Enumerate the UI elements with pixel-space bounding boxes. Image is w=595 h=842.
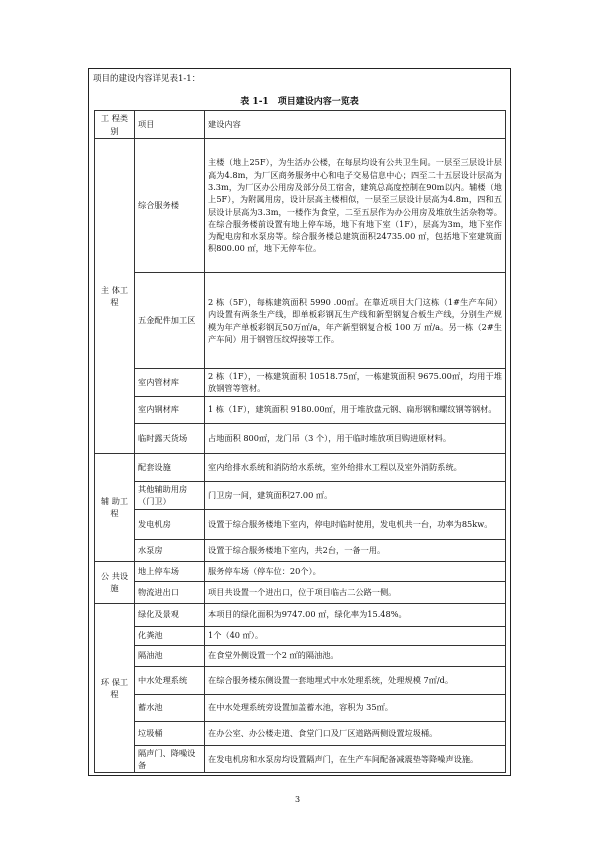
item-cell: 化粪池 [135, 626, 205, 645]
table-row [95, 273, 506, 369]
category-cell: 辅 助工程 [95, 453, 135, 561]
table-row [95, 581, 506, 603]
item-cell: 物流进出口 [135, 581, 205, 603]
table-row [95, 369, 506, 397]
item-cell: 绿化及景观 [135, 603, 205, 626]
item-cell: 隔声门、降噪设备 [135, 745, 205, 773]
category-cell: 环 保工程 [95, 603, 135, 773]
item-cell: 临时露天货场 [135, 423, 205, 453]
item-cell: 水泵房 [135, 539, 205, 561]
header-content: 建设内容 [205, 111, 506, 139]
document-frame [88, 68, 511, 776]
item-cell: 五金配件加工区 [135, 273, 205, 369]
table-row [95, 721, 506, 745]
item-cell: 综合服务楼 [135, 139, 205, 273]
content-cell: 2 栋（1F），一栋建筑面积 10518.75㎡，一栋建筑面积 9675.00㎡，均用于堆放钢管等管材。 [205, 369, 506, 397]
table-row [95, 745, 506, 773]
content-cell: 1 栋（1F），建筑面积 9180.00㎡，用于堆放盘元钢、扁形钢和螺纹钢等钢材。 [205, 396, 506, 423]
item-cell: 垃圾桶 [135, 721, 205, 745]
content-cell: 在综合服务楼东侧设置一套地埋式中水处理系统，处理规模 7㎡/d。 [205, 666, 506, 694]
table-row [95, 603, 506, 626]
content-cell: 在中水处理系统旁设置加盖蓄水池，容积为 35㎡。 [205, 694, 506, 721]
content-cell: 2 栋（5F），每栋建筑面积 5990 .00㎡。在靠近项目大门这栋（1#生产车间）内设置有两条生产线，即单板彩钢瓦生产线和新型钢复合板生产线，分别生产规模为年产单板彩钢瓦50万㎡/a，年产新型钢复合板 100 万 ㎡/a。另一栋（2#生产车间）用于钢管压纹焊接等工作。 [205, 273, 506, 369]
header-item: 项目 [135, 111, 205, 139]
content-cell: 设置于综合服务楼地下室内，共2台，一备一用。 [205, 539, 506, 561]
item-cell: 室内钢材库 [135, 396, 205, 423]
item-cell: 地上停车场 [135, 561, 205, 581]
content-cell: 主楼（地上25F），为生活办公楼，在每层均设有公共卫生间。一层至三层设计层高为4.8m，为厂区商务服务中心和电子交易信息中心；四至二十五层设计层高为3.3m，为厂区办公用房及部分员工宿舍，建筑总高度控制在90m以内。辅楼（地上5F），为附属用房，设计层高主楼相似，一层至三层设计层高为4.8m，四和五层设计层高为3.3m，一楼作为食堂，二至五层作为办公用房及堆放生活杂物等。在综合服务楼前设置有地上停车场，地下有地下室（1F），层高为3m，地下室作为配电房和水泵房等。综合服务楼总建筑面积24735.00 ㎡，包括地下室建筑面积800.00 ㎡，地下无停车位。 [205, 139, 506, 273]
project-content-table [94, 110, 506, 773]
item-cell: 发电机房 [135, 509, 205, 539]
table-header-row [95, 111, 506, 139]
content-cell: 服务停车场（停车位：20个）。 [205, 561, 506, 581]
item-cell: 其他辅助用房（门卫） [135, 481, 205, 509]
table-row [95, 423, 506, 453]
table-row [95, 666, 506, 694]
intro-text: 项目的建设内容详见表1-1： [93, 74, 201, 84]
category-cell: 主 体工程 [95, 139, 135, 454]
item-cell: 室内管材库 [135, 369, 205, 397]
table-row [95, 626, 506, 645]
content-cell: 门卫房一间，建筑面积27.00 ㎡。 [205, 481, 506, 509]
page-number: 3 [294, 795, 301, 804]
content-cell: 在办公室、办公楼走道、食堂门口及厂区道路两侧设置垃圾桶。 [205, 721, 506, 745]
content-cell: 项目共设置一个进出口，位于项目临古二公路一侧。 [205, 581, 506, 603]
header-category: 工 程类别 [95, 111, 135, 139]
table-row [95, 645, 506, 666]
table-row [95, 396, 506, 423]
content-cell: 在发电机房和水泵房均设置隔声门，在生产车间配备减震垫等降噪声设施。 [205, 745, 506, 773]
item-cell: 配套设施 [135, 453, 205, 481]
item-cell: 隔油池 [135, 645, 205, 666]
content-cell: 占地面积 800㎡，龙门吊（3 个），用于临时堆放项目购进原材料。 [205, 423, 506, 453]
item-cell: 中水处理系统 [135, 666, 205, 694]
content-cell: 1个（40 ㎡）。 [205, 626, 506, 645]
content-cell: 本项目的绿化面积为9747.00 ㎡，绿化率为15.48%。 [205, 603, 506, 626]
table-row [95, 694, 506, 721]
category-cell: 公 共设施 [95, 561, 135, 603]
table-row [95, 139, 506, 273]
table-caption: 表 1-1 项目建设内容一览表 [240, 97, 359, 107]
table-row [95, 539, 506, 561]
table-row [95, 453, 506, 481]
item-cell: 蓄水池 [135, 694, 205, 721]
content-cell: 设置于综合服务楼地下室内，停电时临时使用，发电机共一台，功率为85kw。 [205, 509, 506, 539]
table-row [95, 481, 506, 509]
table-row [95, 561, 506, 581]
content-cell: 室内给排水系统和消防给水系统，室外给排水工程以及室外消防系统。 [205, 453, 506, 481]
content-cell: 在食堂外侧设置一个2 ㎡的隔油池。 [205, 645, 506, 666]
table-row [95, 509, 506, 539]
